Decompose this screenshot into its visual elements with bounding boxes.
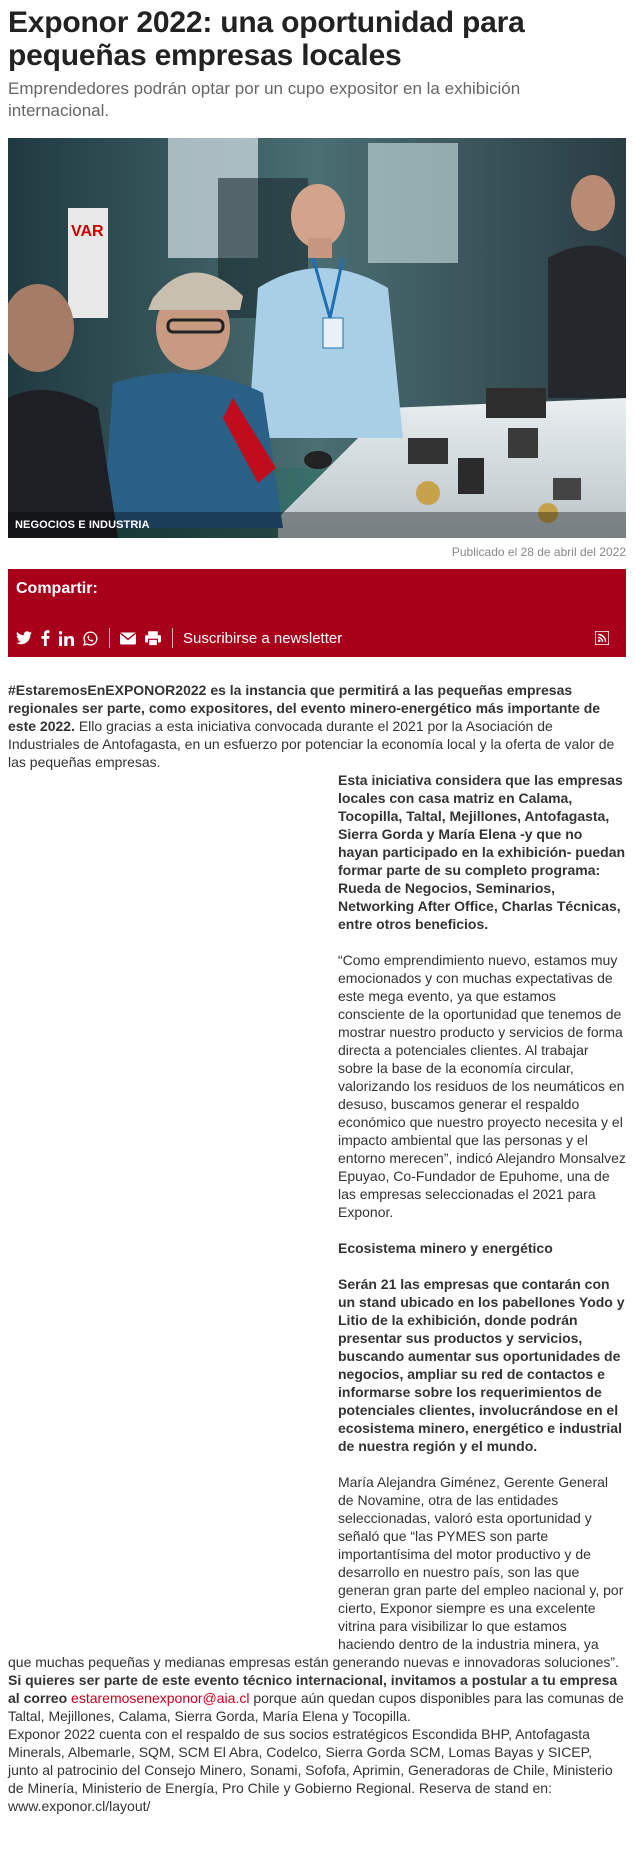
published-date: Publicado el 28 de abril del 2022 <box>451 545 626 559</box>
iniciativa-bold: Esta iniciativa considera que las empresas locales con casa matriz en Calama, Tocopilla, Taltal, Mejillones, Antofagasta, Sierra Gorda y María Elena -y que no hayan participado en la exhibición- puedan formar parte de su completo programa: Rueda de Negocios, Seminarios, Networking After Office, Charlas Técnicas, entre otros beneficios. <box>338 772 626 932</box>
twitter-icon[interactable] <box>16 629 32 647</box>
newsletter-link[interactable]: Suscribirse a newsletter <box>183 629 343 647</box>
ecosistema-paragraph <box>338 1275 626 1455</box>
share-bar <box>8 569 626 657</box>
quote-paragraph: “Como emprendimiento nuevo, estamos muy emocionados y con muchas expectativas de este mega evento, ya que estamos consciente de la oportunidad que tenemos de mostrar nuestro producto y servicios de forma directa a potenciales clientes. Al trabajar sobre la base de la economía circular, valorizando los residuos de los neumáticos en desuso, buscamos generar el respaldo económico que nuestro proyecto necesita y el impacto ambiental que las personas y el entorno merecen”, indicó Alejandro Monsalvez Epuyao, Co-Fundador de Epuhome, una de las empresas seleccionadas el 2021 para Exponor. <box>338 952 626 1220</box>
image-caption: NEGOCIOS E INDUSTRIA <box>15 519 150 531</box>
call-bold: Si quieres ser parte de este evento técnico internacional, invitamos a postular a tu empresa al correo <box>8 1672 618 1706</box>
svg-text:VAR: VAR <box>71 223 104 240</box>
facebook-icon[interactable] <box>41 629 50 647</box>
linkedin-icon[interactable] <box>59 629 74 647</box>
share-icons-row <box>16 627 618 649</box>
print-icon[interactable] <box>145 629 161 647</box>
sponsors-paragraph: Exponor 2022 cuenta con el respaldo de sus socios estratégicos Escondida BHP, Antofagasta Minerals, Albemarle, SQM, SCM El Abra, Codelco, Sierra Gorda SCM, Lomas Bayas y SICEP, junto al patrocinio del Consejo Minero, Sonami, Sofofa, Aprimin, Generadoras de Chile, Ministerio de Minería, Ministerio de Energía, Pro Chile y Gobierno Regional. Reserva de stand en: www.exponor.cl/layout/ <box>8 1726 613 1814</box>
share-divider <box>109 628 110 648</box>
maria-paragraph-end: que muchas pequeñas y medianas empresas están generando nuevas e innovadoras soluciones”. <box>8 1654 619 1670</box>
rss-icon[interactable] <box>595 629 609 647</box>
article-hero-image <box>8 138 626 538</box>
email-link[interactable]: estaremosenexponor@aia.cl <box>71 1690 250 1706</box>
ecosistema-heading: Ecosistema minero y energético <box>338 1240 553 1256</box>
intro-paragraph <box>8 681 626 771</box>
email-icon[interactable] <box>120 629 136 647</box>
intro-bold: #EstaremosEnEXPONOR2022 es la instancia que permitirá a las pequeñas empresas regionales ser parte, como expositores, del evento minero-energético más importante de este 2022. <box>8 682 601 734</box>
hero-photo <box>8 138 626 538</box>
article-body <box>8 681 626 1815</box>
iniciativa-paragraph <box>338 771 626 933</box>
call-to-action-paragraph <box>8 1671 626 1725</box>
article-title: Exponor 2022: una oportunidad para pequeñas empresas locales <box>8 6 525 72</box>
maria-paragraph: María Alejandra Giménez, Gerente General de Novamine, otra de las entidades seleccionadas, valoró esta oportunidad y señaló que “las PYMES son parte importantísima del motor productivo y de desarrollo en nuestro país, son las que generan gran parte del empleo nacional y, por cierto, Exponor siempre es una excelente vitrina para visibilizar lo que estamos haciendo dentro de la industria minera, ya <box>338 1474 624 1652</box>
whatsapp-icon[interactable] <box>83 629 98 647</box>
ecosistema-bold: Serán 21 las empresas que contarán con un stand ubicado en los pabellones Yodo y Litio de la exhibición, donde podrán presentar sus productos y servicios, buscando aumentar sus oportunidades de negocios, ampliar su red de contactos e informarse sobre los requerimientos de potenciales clientes, involucrándose en el ecosistema minero, energético e industrial de nuestra región y el mundo. <box>338 1276 625 1454</box>
share-divider <box>172 628 173 648</box>
image-caption-bar <box>8 512 626 538</box>
article-subtitle: Emprendedores podrán optar por un cupo expositor en la exhibición internacional. <box>8 79 521 120</box>
intro-rest: Ello gracias a esta iniciativa convocada durante el 2021 por la Asociación de Industriales de Antofagasta, en un esfuerzo por potenciar la economía local y la oferta de valor de las pequeñas empresas. <box>8 718 615 770</box>
share-title: Compartir: <box>16 580 98 597</box>
right-column <box>338 771 626 1653</box>
call-rest: porque aún quedan cupos disponibles para las comunas de Taltal, Mejillones, Calama, Sierra Gorda, María Elena y Tocopilla. <box>8 1690 624 1724</box>
section-heading <box>338 1239 626 1257</box>
